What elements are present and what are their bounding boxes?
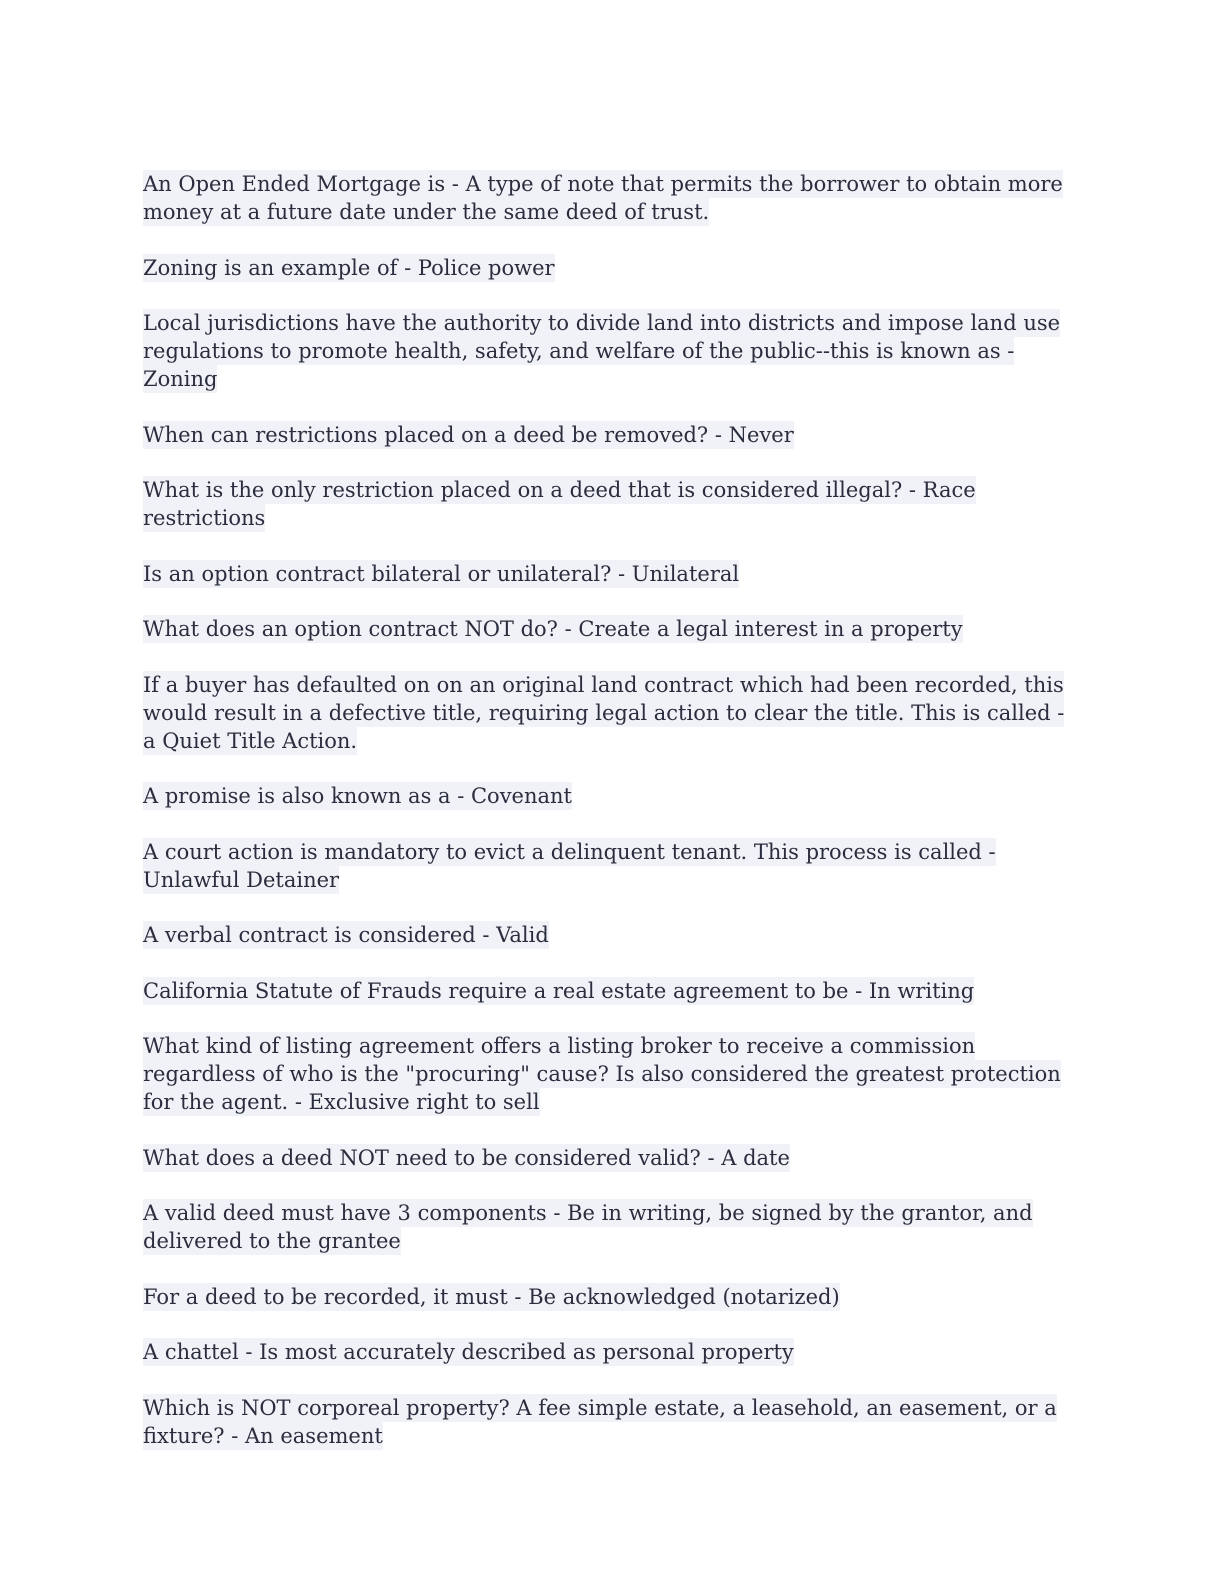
qa-text: A verbal contract is considered - Valid [143,923,549,947]
qa-item [143,615,1083,643]
qa-item [143,1394,1083,1450]
qa-item [143,1338,1083,1366]
qa-item [143,254,1083,282]
qa-text: What does an option contract NOT do? - Create a legal interest in a property [143,617,963,641]
qa-text: Zoning is an example of - Police power [143,255,555,280]
qa-item [143,1144,1083,1172]
qa-item [143,1199,1083,1255]
qa-text: A court action is mandatory to evict a delinquent tenant. This process is called - Unlawful Detainer [143,839,996,892]
qa-text: A valid deed must have 3 components - Be in writing, be signed by the grantor, and delivered to the grantee [143,1201,1033,1253]
qa-text: California Statute of Frauds require a real estate agreement to be - In writing [143,978,975,1003]
qa-text: What kind of listing agreement offers a listing broker to receive a commission regardless of who is the "procuring" cause? Is also considered the greatest protection for the agent. - Exclusive right to sell [143,1034,1061,1114]
qa-text: When can restrictions placed on a deed be removed? - Never [143,422,794,447]
qa-text: What does a deed NOT need to be considered valid? - A date [143,1145,790,1170]
qa-item [143,170,1083,226]
qa-item [143,560,1083,588]
qa-item [143,421,1083,449]
qa-item [143,838,1083,894]
qa-item [143,671,1083,755]
qa-item [143,1283,1083,1311]
qa-item [143,977,1083,1005]
qa-text: Local jurisdictions have the authority to divide land into districts and impose land use regulations to promote health, safety, and welfare of the public--this is known as - Zoning [143,311,1061,391]
qa-item [143,782,1083,810]
qa-item [143,476,1083,532]
qa-text: Is an option contract bilateral or unilateral? - Unilateral [143,561,740,586]
qa-item [143,1032,1083,1116]
document-page [143,170,1083,1477]
qa-item [143,921,1083,949]
qa-text: A promise is also known as a - Covenant [143,784,572,808]
qa-text: An Open Ended Mortgage is - A type of note that permits the borrower to obtain more money at a future date under the same deed of trust. [143,172,1063,224]
qa-text: Which is NOT corporeal property? A fee simple estate, a leasehold, an easement, or a fixture? - An easement [143,1395,1057,1448]
qa-item [143,309,1083,393]
qa-text: If a buyer has defaulted on on an original land contract which had been recorded, this would result in a defective title, requiring legal action to clear the title. This is called - a Quiet Title Action. [143,672,1065,753]
qa-text: A chattel - Is most accurately described as personal property [143,1340,794,1364]
qa-text: For a deed to be recorded, it must - Be acknowledged (notarized) [143,1284,840,1309]
qa-text: What is the only restriction placed on a deed that is considered illegal? - Race restrictions [143,478,976,530]
